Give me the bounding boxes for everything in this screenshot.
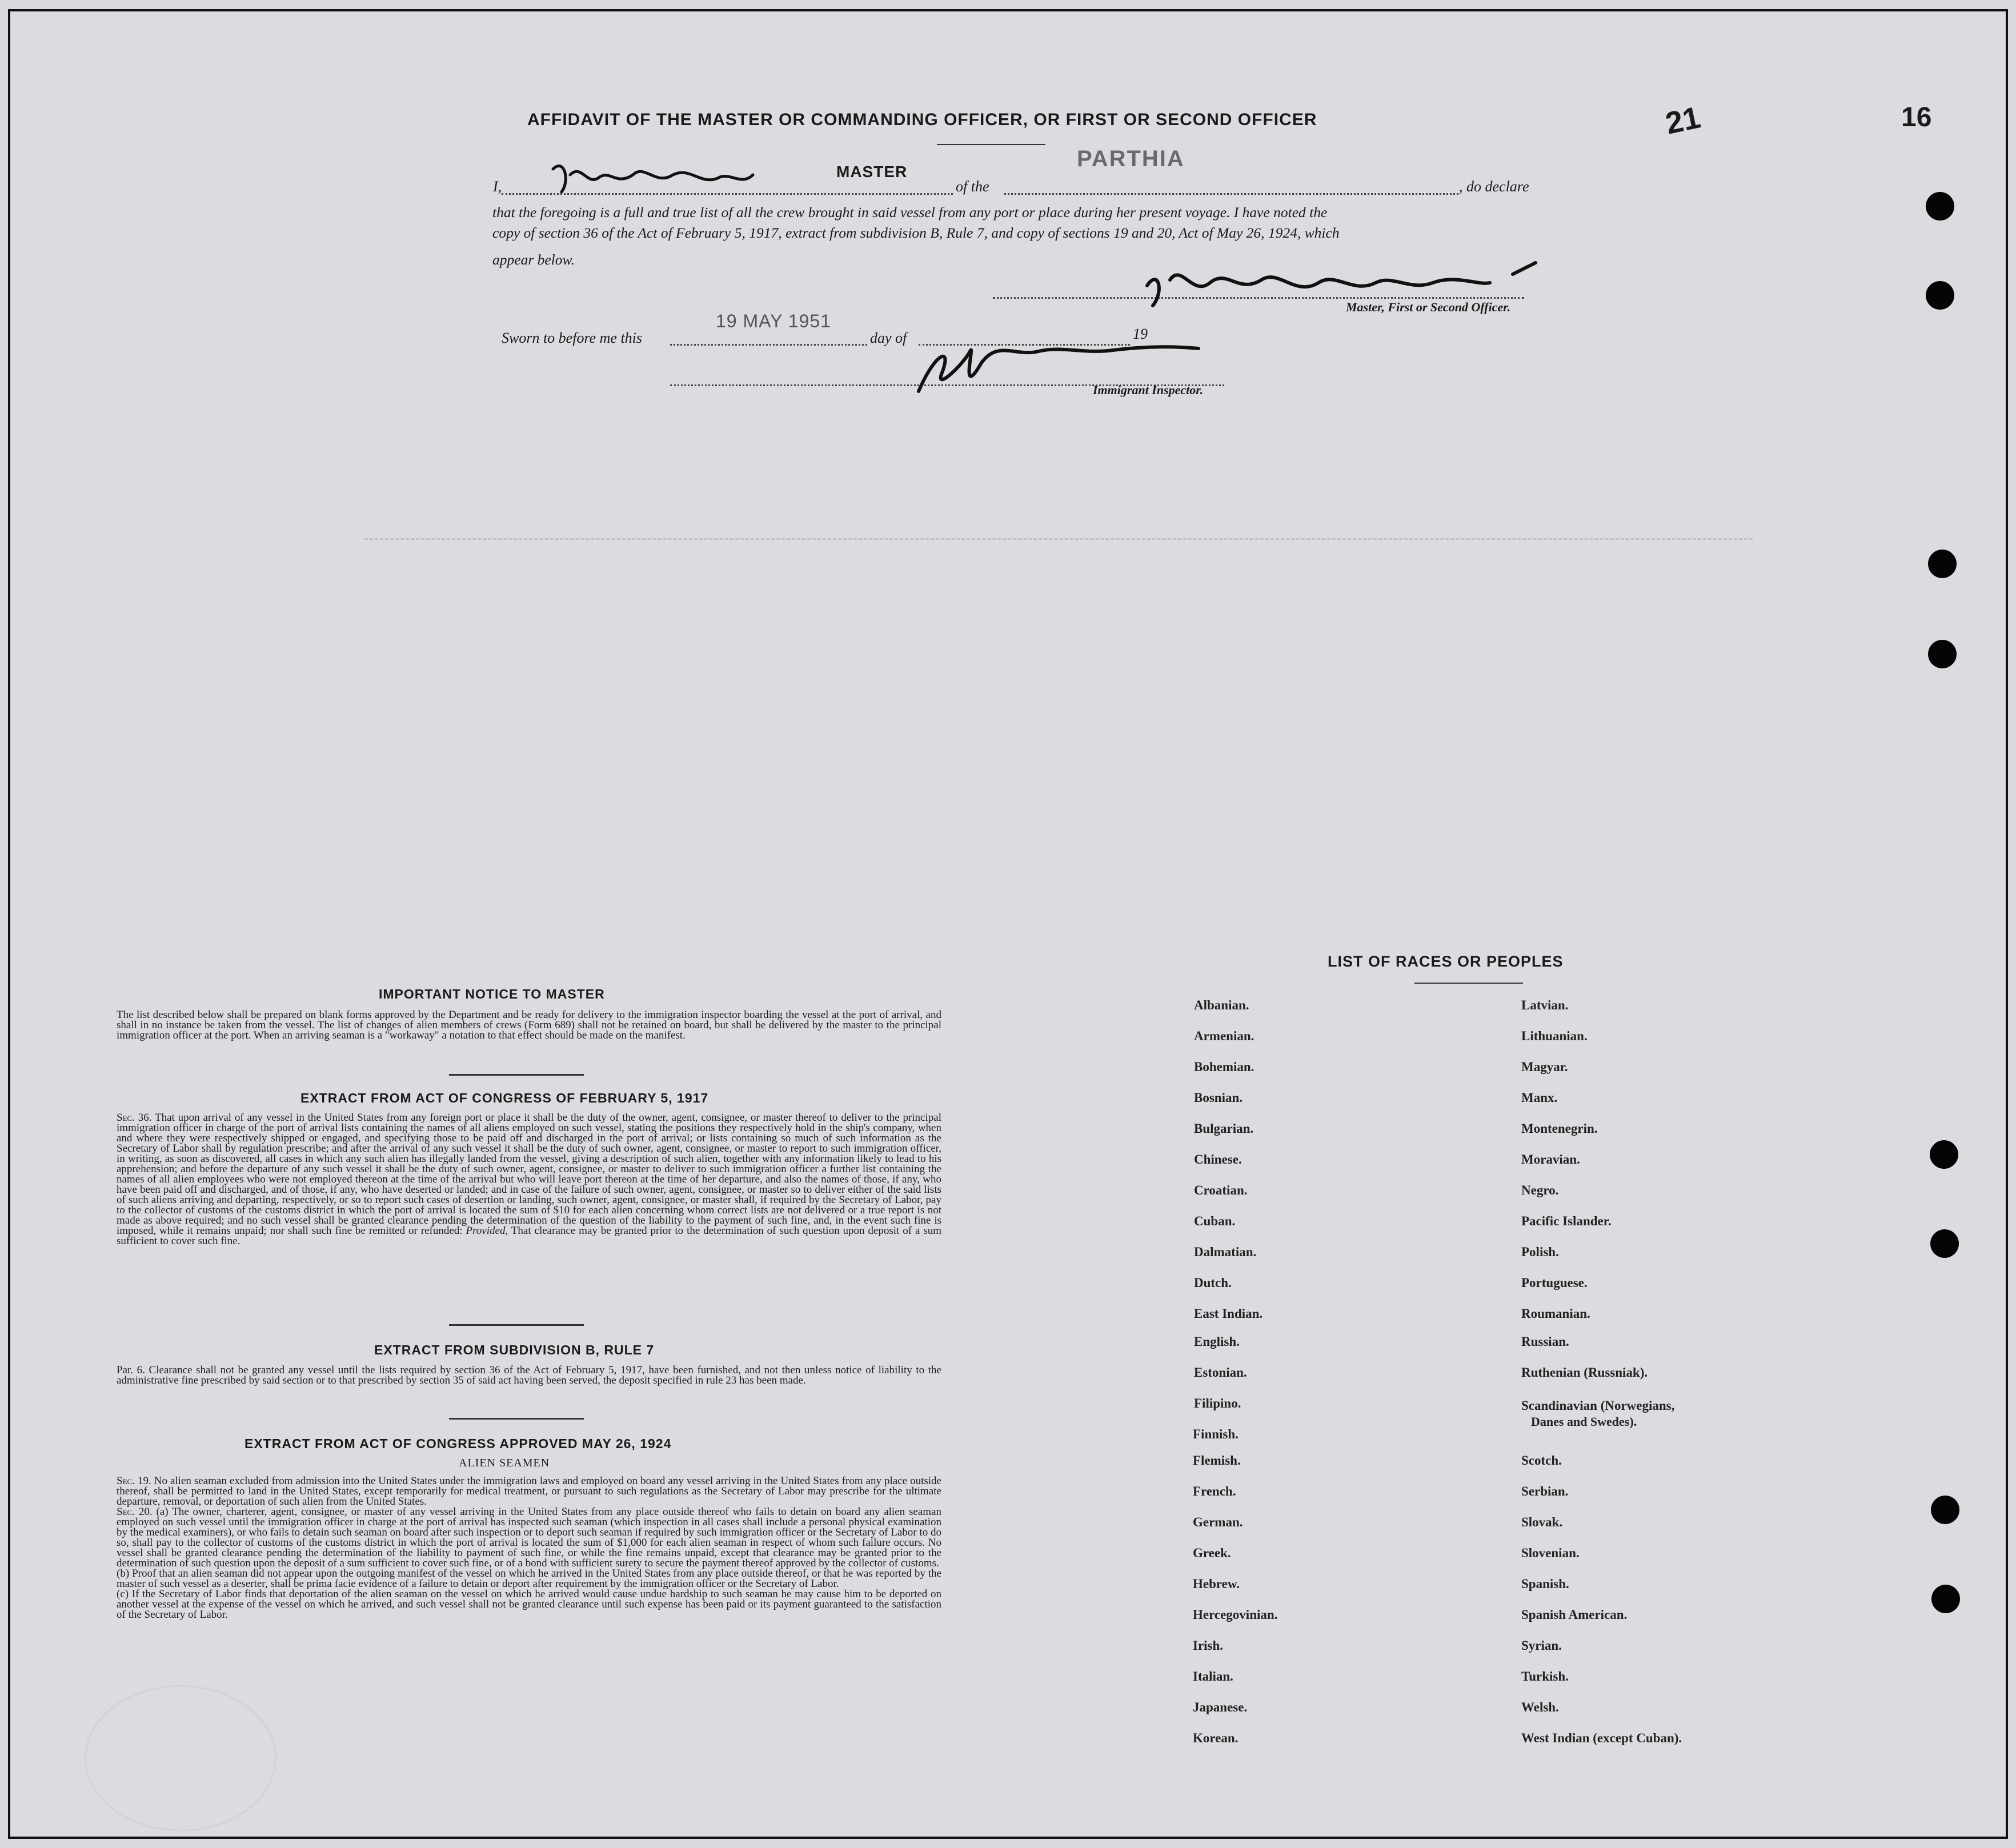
sec19-text: No alien seaman excluded from admission into the United States under the immigration laws and employed on board any vessel arriving in the United States from any place outside thereof, shall be permitted to land in the United States, except temporarily for medical treatment, or pursuant to such regulations as the Secretary of Labor may prescribe for the ultimate departure, removal, or deportation of such alien from the United States. xyxy=(117,1475,941,1508)
race-item: Magyar. xyxy=(1521,1060,1568,1074)
race-item: Moravian. xyxy=(1521,1152,1580,1166)
punch-hole xyxy=(1931,1585,1960,1613)
race-item: Portuguese. xyxy=(1521,1276,1588,1290)
declaration-text: copy of section 36 of the Act of February 5, 1917, extract from subdivision B, Rule 7, and copy of sections 19 and 20, Act of May 26, 1924, which xyxy=(492,225,1340,241)
year-prefix: 19 xyxy=(1133,326,1148,342)
race-item: Turkish. xyxy=(1521,1669,1569,1683)
race-item: Armenian. xyxy=(1194,1029,1255,1043)
race-item: Cuban. xyxy=(1194,1214,1236,1228)
race-item: Hercegovinian. xyxy=(1193,1608,1278,1622)
race-item: Slovenian. xyxy=(1521,1546,1580,1560)
master-stamp: MASTER xyxy=(836,163,908,181)
vessel-stamp: PARTHIA xyxy=(1077,146,1185,171)
race-item: Danes and Swedes). xyxy=(1531,1414,1637,1429)
punch-hole xyxy=(1926,281,1954,310)
sworn-label: Sworn to before me this xyxy=(502,330,643,346)
document-page xyxy=(8,9,2008,1839)
day-of-label: day of xyxy=(870,330,907,346)
extract-1917-body: That upon arrival of any vessel in the United States from any foreign port or place it shall be the duty of the owner, agent, consignee, or master thereof to deliver to the principal immigration officer in charge of the port of arrival lists containing the names of all aliens employed on such vessel, stating the positions they respectively hold in the ship's company, when and where they were respectively shipped or engaged, and specifying those to be paid off and discharged in the port of arrival; or lists containing so much of such information as the Secretary of Labor shall by regulation prescribe; and after the arrival of any such vessel it shall be the duty of such owner, agent, consignee, or master to report to such immigration officer, in writing, as soon as discovered, all cases in which any such alien has illegally landed from the vessel, giving a description of such alien, together with any information likely to lead to his apprehension; and before the departure of any such vessel it shall be the duty of such owner, agent, consignee, or master to deliver to such immigration officer a further list containing the names of all alien employees who were not employed thereon at the time of the arrival but who will leave port thereon at the time of her departure, and also the names of those, if any, who have been paid off and discharged, and of those, if any, who have deserted or landed; and in case of the failure of such owner, agent, consignee, or master so to deliver either of the said lists of such aliens arriving and departing, respectively, or so to report such cases of desertion or landing, such owner, agent, consignee, or master shall, if required by the Secretary of Labor, pay to the collector of customs of the customs district in which the port of arrival is located the sum of $10 for each alien concerning whom correct lists are not delivered or a true report is not made as above required; and no such vessel shall be granted clearance pending the determination of the question of the liability to the payment of such fine, and, in the event such fine is imposed, while it remains unpaid; nor shall such fine be remitted or refunded: xyxy=(117,1112,941,1237)
race-item: Flemish. xyxy=(1193,1453,1241,1468)
race-item: Spanish American. xyxy=(1521,1608,1628,1622)
race-item: Hebrew. xyxy=(1193,1577,1240,1591)
punch-hole xyxy=(1930,1229,1959,1258)
i-label: I, xyxy=(493,178,502,195)
race-item: Pacific Islander. xyxy=(1521,1214,1612,1228)
race-item: Latvian. xyxy=(1521,998,1569,1012)
page-mark: 21 xyxy=(1662,100,1704,141)
race-item: West Indian (except Cuban). xyxy=(1521,1731,1682,1745)
master-signature xyxy=(547,146,787,203)
race-item: Roumanian. xyxy=(1521,1306,1590,1321)
race-item: Ruthenian (Russniak). xyxy=(1521,1365,1648,1380)
sec20a-paragraph xyxy=(117,1507,941,1569)
title-rule xyxy=(937,144,1045,145)
race-item: Negro. xyxy=(1521,1183,1559,1197)
notice-title: IMPORTANT NOTICE TO MASTER xyxy=(379,987,605,1001)
extract-1924-title: EXTRACT FROM ACT OF CONGRESS APPROVED MAY 26, 1924 xyxy=(245,1436,672,1451)
race-item: French. xyxy=(1193,1484,1236,1498)
vessel-name-line xyxy=(1004,193,1458,195)
race-item: East Indian. xyxy=(1194,1306,1263,1321)
race-item: Greek. xyxy=(1193,1546,1231,1560)
sworn-day-line xyxy=(670,344,867,346)
races-title: LIST OF RACES OR PEOPLES xyxy=(1328,953,1564,970)
extract-rule7-title: EXTRACT FROM SUBDIVISION B, RULE 7 xyxy=(374,1342,655,1357)
race-item: Finnish. xyxy=(1193,1427,1239,1441)
race-item: Chinese. xyxy=(1194,1152,1242,1166)
race-item: Lithuanian. xyxy=(1521,1029,1588,1043)
race-item: Bulgarian. xyxy=(1194,1121,1254,1136)
signature-caption: Master, First or Second Officer. xyxy=(1346,300,1511,314)
sworn-date-stamp: 19 MAY 1951 xyxy=(716,311,831,331)
sec20c-text: (c) If the Secretary of Labor finds that deportation of the alien seaman on the vessel on which he arrived would cause undue hardship to such seaman he may cause him to be deported on another vessel at the expense of the vessel on which he arrived, and such vessel shall not be granted clearance until such expense has been paid or its payment guaranteed to the satisfaction of the Secretary of Labor. xyxy=(117,1588,941,1621)
of-the-label: of the xyxy=(956,178,989,195)
affidavit-title: AFFIDAVIT OF THE MASTER OR COMMANDING OFFICER, OR FIRST OR SECOND OFFICER xyxy=(527,110,1317,129)
race-item: Bohemian. xyxy=(1194,1060,1255,1074)
punch-hole xyxy=(1930,1140,1958,1169)
race-item: English. xyxy=(1194,1334,1240,1349)
do-declare-label: , do declare xyxy=(1459,178,1529,195)
extract-1917-text xyxy=(117,1113,941,1246)
page-mark: 16 xyxy=(1901,102,1932,133)
section-label: Sec. 20. xyxy=(117,1506,153,1518)
faint-print-line xyxy=(364,538,1753,540)
inspector-caption: Immigrant Inspector. xyxy=(1093,383,1204,397)
race-item: Albanian. xyxy=(1194,998,1249,1012)
race-item: Slovak. xyxy=(1521,1515,1563,1529)
declaration-text: that the foregoing is a full and true list of all the crew brought in said vessel from any port or place during her present voyage. I have noted the xyxy=(492,204,1328,221)
race-item: Serbian. xyxy=(1521,1484,1569,1498)
race-item: Syrian. xyxy=(1521,1638,1562,1653)
race-item: Russian. xyxy=(1521,1334,1569,1349)
extract-1917-end: That clearance may be granted prior to the determination of such question upon deposit of a sum sufficient to cover such fine. xyxy=(117,1225,941,1247)
race-item: Scotch. xyxy=(1521,1453,1562,1468)
race-item: Dutch. xyxy=(1194,1276,1232,1290)
extract-1917-title: EXTRACT FROM ACT OF CONGRESS OF FEBRUARY 5, 1917 xyxy=(300,1091,709,1105)
race-item: Korean. xyxy=(1193,1731,1239,1745)
race-item: Welsh. xyxy=(1521,1700,1559,1714)
section-label: Sec. 19. xyxy=(117,1475,151,1487)
race-item: Dalmatian. xyxy=(1194,1245,1257,1259)
declaration-text: appear below. xyxy=(492,251,575,268)
provided-word: Provided, xyxy=(466,1225,508,1237)
sec20b-text: (b) Proof that an alien seaman did not appear upon the outgoing manifest of the vessel on which he arrived in the United States from any place outside thereof, or that he was reported by the master of such vessel as a deserter, shall be prima facie evidence of a failure to detain or deport after requirement by the immigration officer or the Secretary of Labor. xyxy=(117,1568,941,1590)
section-rule xyxy=(449,1324,584,1326)
race-item: Scandinavian (Norwegians, xyxy=(1521,1398,1675,1413)
race-item: Manx. xyxy=(1521,1091,1558,1105)
punch-hole xyxy=(1926,192,1954,221)
notice-text xyxy=(117,1010,941,1041)
extract-1924-text xyxy=(117,1476,941,1620)
punch-hole xyxy=(1931,1496,1959,1524)
race-item: Spanish. xyxy=(1521,1577,1569,1591)
section-label: Sec. 36. xyxy=(117,1112,152,1124)
race-item: Bosnian. xyxy=(1194,1091,1243,1105)
sec19-paragraph xyxy=(117,1476,941,1507)
embossed-seal xyxy=(85,1685,276,1831)
race-item: Estonian. xyxy=(1194,1365,1247,1380)
section-rule xyxy=(449,1418,584,1420)
extract-rule7-text: Par. 6. Clearance shall not be granted any vessel until the lists required by section 36 of the Act of February 5, 1917, have been furnished, and not then unless notice of liability to the administrative fine prescribed by said section or to that prescribed by section 35 of said act having been served, the deposit specified in rule 23 has been made. xyxy=(117,1364,941,1386)
race-item: Japanese. xyxy=(1193,1700,1248,1714)
notice-text-body: The list described below shall be prepared on blank forms approved by the Department and be ready for delivery to the immigration inspector boarding the vessel at the port of arrival, and shall in no instance be taken from the vessel. The list of changes of alien members of crews (Form 689) shall not be retained on board, but shall be delivered by the master to the principal immigration officer at the port. When an arriving seaman is a "workaway" a notation to that effect should be made on the manifest. xyxy=(117,1009,941,1041)
extract-1924-subtitle: ALIEN SEAMEN xyxy=(459,1457,550,1469)
race-item: Irish. xyxy=(1193,1638,1224,1653)
sec20a-text: (a) The owner, charterer, agent, consignee, or master of any vessel arriving in the United States from any place outside thereof who fails to detain on board any alien seaman employed on such vessel until the immigration officer in charge at the port of arrival has inspected such seaman (which inspection in all cases shall include a personal physical examination by the medical examiners), or who fails to detain such seaman on board after such inspection or to deport such seaman if required by such immigration officer or the Secretary of Labor to do so, shall pay to the collector of customs of the customs district in which the port of arrival is located the sum of $1,000 for each alien seaman in respect of whom such failure occurs. No vessel shall be granted clearance pending the determination of the liability to payment of such fine, or while the fine remains unpaid, except that clearance may be granted prior to the determination of such question upon the deposit of a sum sufficient to cover such fine, or of a bond with sufficient surety to secure the payment thereof approved by the collector of customs. xyxy=(117,1506,942,1569)
race-item: Italian. xyxy=(1193,1669,1233,1683)
race-item: Filipino. xyxy=(1194,1396,1241,1410)
punch-hole xyxy=(1928,640,1957,668)
race-item: Croatian. xyxy=(1194,1183,1248,1197)
races-rule xyxy=(1414,983,1523,984)
punch-hole xyxy=(1928,550,1957,578)
race-item: Polish. xyxy=(1521,1245,1559,1259)
race-item: German. xyxy=(1193,1515,1243,1529)
race-item: Montenegrin. xyxy=(1521,1121,1598,1136)
section-rule xyxy=(449,1074,584,1076)
